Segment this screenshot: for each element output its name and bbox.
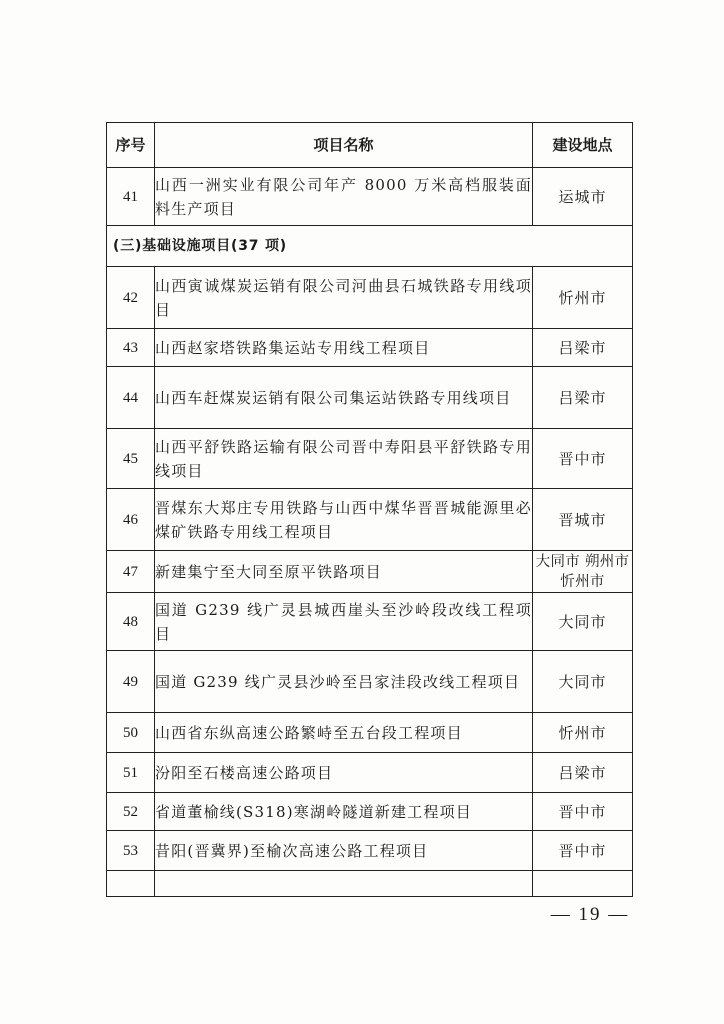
page-number: — 19 — <box>550 904 630 925</box>
row-location: 忻州市 <box>533 713 633 753</box>
row-name: 山西车赶煤炭运销有限公司集运站铁路专用线项目 <box>155 367 533 429</box>
table-row <box>107 489 633 551</box>
table-header-row <box>107 123 633 168</box>
row-seq: 45 <box>107 429 155 489</box>
row-location: 大同市 <box>533 593 633 651</box>
row-location: 大同市 <box>533 651 633 713</box>
row-name: 晋煤东大郑庄专用铁路与山西中煤华晋晋城能源里必煤矿铁路专用线工程项目 <box>155 489 533 551</box>
row-seq: 43 <box>107 329 155 367</box>
section-title: (三)基础设施项目(37 项) <box>107 226 633 267</box>
table-row <box>107 267 633 329</box>
row-name: 山西一洲实业有限公司年产 8000 万米高档服装面料生产项目 <box>155 168 533 226</box>
table-row <box>107 551 633 593</box>
row-name: 山西平舒铁路运输有限公司晋中寿阳县平舒铁路专用线项目 <box>155 429 533 489</box>
row-location: 晋城市 <box>533 489 633 551</box>
table-row <box>107 367 633 429</box>
row-location: 吕梁市 <box>533 329 633 367</box>
header-seq: 序号 <box>107 123 155 168</box>
row-seq: 42 <box>107 267 155 329</box>
row-name: 山西赵家塔铁路集运站专用线工程项目 <box>155 329 533 367</box>
row-seq: 49 <box>107 651 155 713</box>
row-name: 昔阳(晋冀界)至榆次高速公路工程项目 <box>155 831 533 871</box>
row-seq: 47 <box>107 551 155 593</box>
row-location: 运城市 <box>533 168 633 226</box>
row-seq: 51 <box>107 753 155 793</box>
row-location: 晋中市 <box>533 831 633 871</box>
table-row <box>107 651 633 713</box>
row-location-text: 大同市 朔州市 忻州市 <box>535 553 630 590</box>
section-row <box>107 226 633 267</box>
row-location <box>533 551 633 593</box>
row-seq: 48 <box>107 593 155 651</box>
table-row <box>107 831 633 871</box>
row-seq: 44 <box>107 367 155 429</box>
row-location: 吕梁市 <box>533 753 633 793</box>
table-row <box>107 793 633 831</box>
row-name: 国道 G239 线广灵县城西崖头至沙岭段改线工程项目 <box>155 593 533 651</box>
table-row <box>107 593 633 651</box>
row-location: 忻州市 <box>533 267 633 329</box>
header-location: 建设地点 <box>533 123 633 168</box>
row-seq: 53 <box>107 831 155 871</box>
row-seq: 46 <box>107 489 155 551</box>
row-name: 山西省东纵高速公路繁峙至五台段工程项目 <box>155 713 533 753</box>
row-name: 山西寅诚煤炭运销有限公司河曲县石城铁路专用线项目 <box>155 267 533 329</box>
row-name: 国道 G239 线广灵县沙岭至吕家洼段改线工程项目 <box>155 651 533 713</box>
row-location: 吕梁市 <box>533 367 633 429</box>
row-seq: 50 <box>107 713 155 753</box>
row-name: 省道董榆线(S318)寒湖岭隧道新建工程项目 <box>155 793 533 831</box>
table-row <box>107 329 633 367</box>
row-location: 晋中市 <box>533 793 633 831</box>
row-seq: 41 <box>107 168 155 226</box>
row-name: 新建集宁至大同至原平铁路项目 <box>155 551 533 593</box>
table-row <box>107 753 633 793</box>
row-name: 汾阳至石楼高速公路项目 <box>155 753 533 793</box>
table-row <box>107 713 633 753</box>
table-empty-row <box>107 871 633 897</box>
row-seq: 52 <box>107 793 155 831</box>
row-location: 晋中市 <box>533 429 633 489</box>
header-name: 项目名称 <box>155 123 533 168</box>
table-row <box>107 168 633 226</box>
project-table <box>106 122 633 897</box>
table-row <box>107 429 633 489</box>
